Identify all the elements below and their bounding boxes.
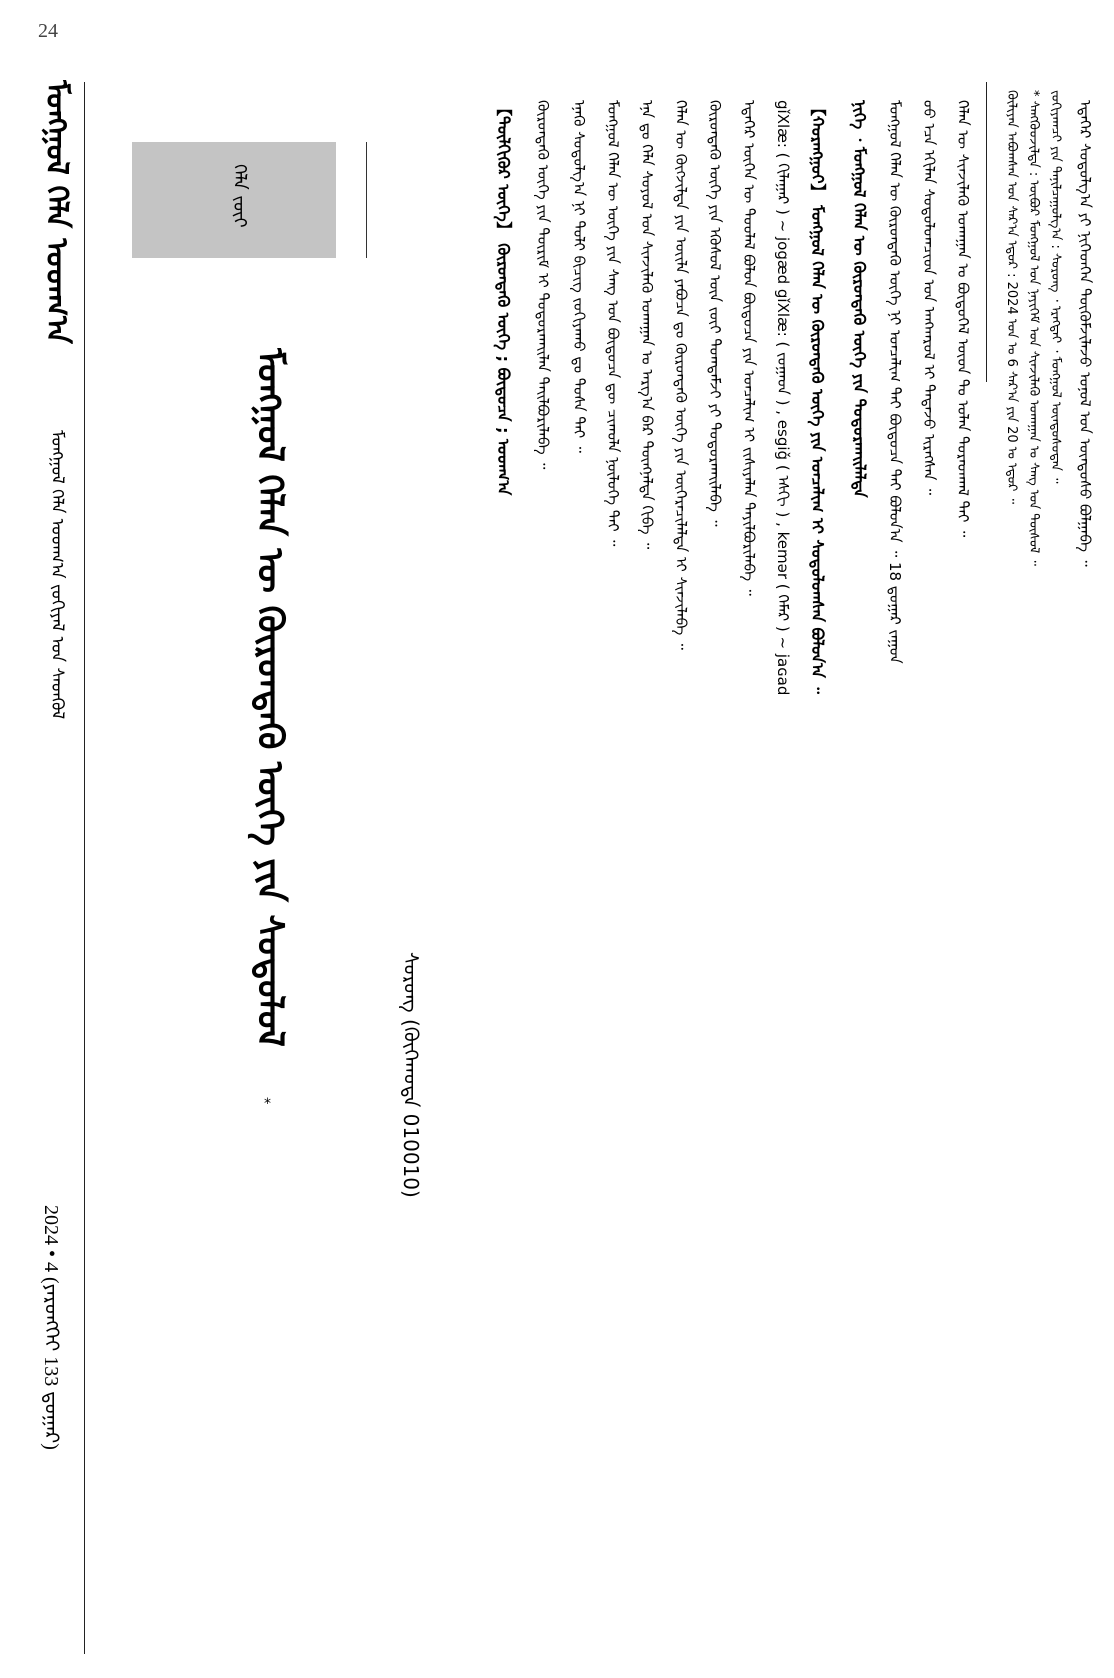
abstract-line: ᠡᠳᠡᠭᠡᠷ ᠦᠭᠡᠨ ᠦ ᠳᠤᠤᠯᠠᠯ ᠪᠣᠯᠤᠨ ᠪᠦᠲᠦᠴᠡ ᠶᠢᠨ ᠣᠨᠴᠠᠯᠢᠭ ᠢ ᠵᠢᠱᠢᠶᠡᠯᠡᠨ ᠲᠠᠶᠢᠯᠪᠤᠷᠢᠯᠠᠪᠠ ᠃ — [740, 100, 758, 596]
abstract-line: 【ᠲᠦᠯᠬᠢᠭᠦᠷ ᠦᠭᠡ】 ᠬᠦᠷᠦᠨᠳᠡᠭᠦ ᠦᠭᠡ ; ᠪᠦᠲᠦᠴᠡ ; ᠤᠳᠬ᠎ᠠ — [494, 100, 513, 496]
abstract-line: ᠬᠦᠷᠦᠨᠳᠡᠭᠦ ᠦᠭᠡ ᠶᠢᠨ ᠳᠦᠷᠢᠮ ᠢ ᠲᠣᠳᠣᠷᠬᠠᠢᠯᠠᠨ ᠲᠠᠢᠯᠪᠤᠷᠢᠯᠠᠪᠠ ᠃ — [534, 100, 552, 470]
abstract-line: ᠬᠦᠷᠦᠨᠳᠡᠭᠦ ᠦᠭᠡ ᠶᠢᠨ ᠡᠭᠦᠰᠦᠯ ᠦᠨ ᠵᠦᠢ ᠲᠣᠭᠲᠠᠮᠵᠢ ᠶᠢ ᠲᠣᠳᠤᠷᠬᠠᠢᠯᠠᠪᠠ ᠃ — [706, 100, 724, 527]
section-line: ᠡᠳᠡᠭᠡᠷ ᠰᠤᠳᠤᠯᠭ᠎ᠠ ᠶᠢ ᠨᠢᠭᠡᠳᠬᠡᠨ ᠳᠦᠭᠦᠮᠵᠢᠯᠡᠵᠦ ᠣᠨᠣᠯ ᠤᠨ ᠦᠨᠳᠦᠰᠦ ᠪᠣᠯᠭᠠᠪᠠ ᠃ — [1076, 100, 1094, 567]
topic-label: ᠬᠡᠯᠡ ᠵᠦᠢ — [229, 164, 250, 228]
article-title: ᠮᠣᠩᠭᠣᠯ ᠬᠡᠯᠡᠨ ᠦ ᠬᠦᠷᠦᠨᠳᠡᠭᠦ ᠦᠭᠡ ᠶᠢᠨ ᠰᠤᠳᠤᠯᠤᠯ — [249, 348, 290, 1047]
header-divider — [84, 82, 85, 1654]
abstract-line: ᠮᠣᠩᠭᠣᠯ ᠬᠡᠯᠡᠨ ᠦ ᠦᠭᠡ ᠶᠢᠨ ᠰᠠᠩ ᠤᠨ ᠪᠦᠲᠦᠴᠡ ᠳᠦ ᠴᠢᠬᠤᠯᠠ ᠨᠥᠯᠦᠭᠡ ᠲᠡᠢ ᠃ — [604, 100, 622, 547]
abstract-line: gǐXlæ: ( ᠭᠢᠯᠠᠭᠠᠷ ) ~ jogæd gǐXlæ: ( ᠵᠣᠭᠠᠳ ) , esgiǧ ( ᠡᠰᠭᠢ ) , kemər ( ᠬᠡᠮᠡᠷ ) ~ jaɢad — [774, 100, 792, 696]
section-line: ᠮᠣᠩᠭᠣᠯ ᠬᠡᠯᠡᠨ ᠦ ᠬᠦᠷᠦᠨᠳᠡᠭᠦ ᠦᠭᠡ ᠨᠢ ᠣᠨᠴᠠᠯᠢᠭ ᠲᠠᠢ ᠪᠦᠲᠦᠴᠡ ᠲᠡᠢ ᠪᠣᠯᠤᠨ᠎ᠠ ᠃ 18 ᠳ᠋ᠤᠭᠠᠷ ᠵᠠᠭᠤᠨ — [886, 100, 904, 664]
footnote-line: ᠬᠦᠯᠢᠶᠡᠨ ᠠᠪᠤᠭᠰᠠᠨ ᠣᠨ ᠰᠠᠷ᠎ᠠ ᠡᠳᠦᠷ : 2024 ᠣᠨ ᠤ 6 ᠰᠠᠷ᠎ᠠ ᠶᠢᠨ 20 ᠤ ᠡᠳᠦᠷ ᠃ — [1004, 90, 1019, 505]
journal-name: ᠮᠣᠩᠭᠣᠯ ᠬᠡᠯᠡ ᠤᠳᠬ᠎ᠠ — [39, 80, 74, 344]
topic-rule — [366, 142, 367, 258]
topic-box — [132, 142, 336, 258]
abstract-line: 【ᠬᠤᠷᠠᠩᠭᠤᠢ】 ᠮᠣᠩᠭᠣᠯ ᠬᠡᠯᠡᠨ ᠦ ᠬᠦᠷᠦᠨᠳᠡᠭᠦ ᠦᠭᠡ ᠶᠢᠨ ᠣᠨᠴᠠᠯᠢᠭ ᠢ ᠰᠤᠳᠤᠯᠤᠭᠰᠠᠨ ᠪᠣᠯᠤᠨ᠎ᠠ ᠃ — [808, 100, 827, 694]
page-number: 24 — [38, 20, 58, 42]
abstract-line: ᠬᠡᠯᠡᠨ ᠦ ᠬᠥᠭᠵᠢᠯᠲᠡ ᠶᠢᠨ ᠦᠢᠯᠡ ᠶᠠᠪᠤᠴᠠ ᠳᠤ ᠬᠦᠷᠦᠨᠳᠡᠭᠦ ᠦᠭᠡ ᠶᠢᠨ ᠥᠭᠡᠷᠡᠴᠢᠯᠡᠯᠲᠡ ᠢ ᠰᠢᠨᠵᠢᠯᠡᠪᠡ ᠃ — [672, 100, 690, 650]
abstract-line: ᠡᠨᠡ ᠳᠤ ᠬᠡᠯᠡ ᠰᠣᠶᠤᠯ ᠤᠨ ᠰᠢᠨᠵᠢᠯᠡᠬᠦ ᠤᠬᠠᠭᠠᠨ ᠤ ᠠᠷᠭ᠎ᠠ ᠪᠠᠷ ᠳᠦᠩᠨᠡᠯᠲᠡ ᠬᠢᠪᠡ ᠃ — [638, 100, 656, 550]
footnote-line: ᠵᠣᠬᠢᠶᠠᠭᠴᠢ ᠶᠢᠨ ᠲᠠᠨᠢᠯᠴᠠᠭᠤᠯᠭ᠎ᠠ : ᠰᠤᠷᠤᠩ ᠂ ᠡᠷᠡᠭᠲᠡᠢ ᠂ ᠮᠣᠩᠭᠣᠯ ᠦᠨᠳᠦᠰᠦᠲᠡᠨ ᠃ — [1048, 90, 1063, 484]
journal-subtitle: ᠮᠣᠩᠭᠣᠯ ᠬᠡᠯᠡ ᠤᠳᠬ᠎ᠠ ᠵᠣᠬᠢᠶᠠᠯ ᠤᠨ ᠰᠡᠳᠬᠦᠯ — [47, 430, 67, 720]
section-line: ᠬᠡᠯᠡᠨ ᠦ ᠰᠢᠨᠵᠢᠯᠡᠬᠦ ᠤᠬᠠᠭᠠᠨ ᠤ ᠪᠦᠲᠦᠭᠡᠯ ᠦᠳ ᠲᠤ ᠣᠯᠠᠨ ᠳᠤᠷᠠᠳᠬᠠᠯ ᠲᠠᠢ ᠃ — [954, 100, 972, 538]
author-line: ᠰᠤᠷᠤᠩ (ᠬᠥᠬᠡᠬᠣᠲᠠ 010010) — [399, 952, 423, 1198]
abstract-line: ᠡᠨᠡᠬᠦ ᠰᠤᠳᠤᠯᠭ᠎ᠠ ᠨᠢ ᠲᠣᠯᠢ ᠪᠢᠴᠢᠭ ᠵᠣᠬᠢᠶᠠᠬᠤ ᠳᠤ ᠲᠤᠰᠠ ᠲᠠᠢ ᠃ — [570, 100, 588, 453]
section-heading: ᠨᠢᠭᠡ ᠂ ᠮᠣᠩᠭᠣᠯ ᠬᠡᠯᠡᠨ ᠦ ᠬᠦᠷᠦᠨᠳᠡᠭᠦ ᠦᠭᠡ ᠶᠢᠨ ᠲᠣᠳᠣᠷᠬᠠᠢᠯᠠᠯᠲᠠ — [850, 100, 869, 498]
issue-info: 2024 • 4 (ᠶᠡᠷᠦᠩᠬᠡᠢ 133 ᠳ᠋ᠤᠭᠠᠷ) — [40, 1205, 62, 1450]
footnote-line: * ᠰᠠᠩᠬᠦᠦᠵᠢᠯᠲᠡ : ᠥᠪᠦᠷ ᠮᠣᠩᠭᠣᠯ ᠤᠨ ᠨᠡᠶᠢᠭᠡᠮ ᠤᠨ ᠰᠢᠨᠵᠢᠯᠡᠬᠦ ᠤᠬᠠᠭᠠᠨ ᠤ ᠰᠠᠩ ᠤᠨ ᠲᠥᠰᠦᠯ ᠃ — [1026, 90, 1041, 566]
footnote-divider — [986, 82, 987, 382]
section-line: ᠤᠤ ᠡᠴᠡ ᠡᠬᠢᠯᠡᠨ ᠰᠤᠳᠤᠯᠤᠭᠴᠢᠳ ᠤᠨ ᠠᠩᠬᠠᠷᠤᠯ ᠢ ᠲᠠᠲᠠᠵᠤ ᠢᠷᠡᠭᠰᠡᠨ ᠃ — [920, 100, 938, 496]
title-footnote-mark: * — [264, 1096, 271, 1112]
